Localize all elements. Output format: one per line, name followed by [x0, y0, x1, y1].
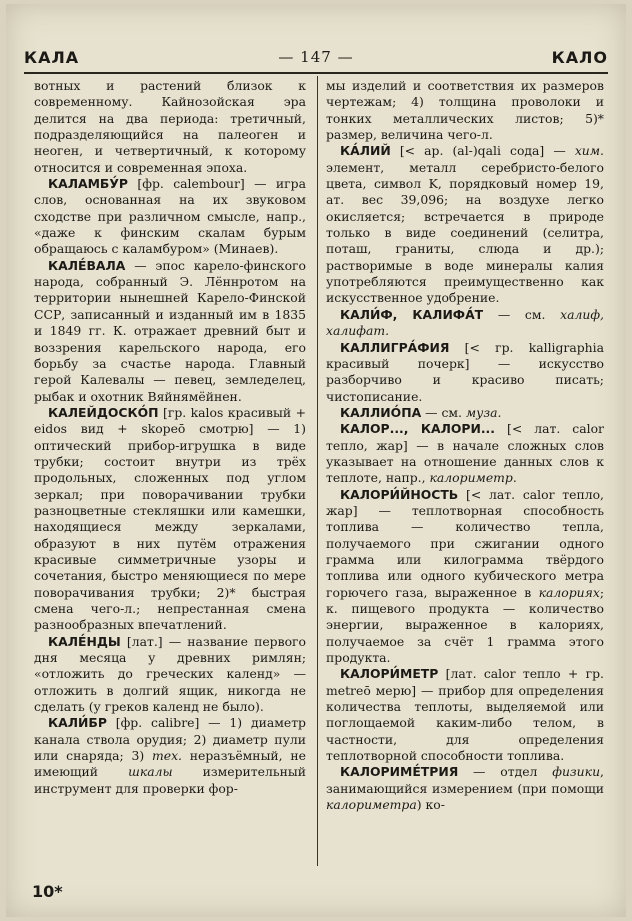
- headword: КАЛОР..., КАЛОРИ...: [340, 421, 495, 437]
- entry-kaloriynost: КАЛОРИ́ЙНОСТЬ [< лат. calor тепло, жар] — теплотворная способность топлива — количество тепла, получаемого при сжигании одного грамма или килограмма твёрдого топлива или одного кубического метра горючего газа, выраженное в калориях; к. пищевого продукта — количество энергии, выраженное в калориях, получаемое за счёт 1 грамма этого продукта.: [326, 486, 604, 666]
- entry-kalorimetriya: КАЛОРИМЕ́ТРИЯ — отдел физики, занимающийся измерением (при помощи калориметра) ко-: [326, 764, 604, 813]
- entry-kaleidoskop: КАЛЕЙДОСКО́П [гр. kalos красивый + eidos вид + skopeō смотрю] — 1) оптический прибор-игрушка в виде трубки; состоит внутри из трёх продольных, сложенных под углом зеркал; при поворачивании трубки разноцветные стекляшки или камешки, находящиеся между зеркалами, образуют в них путём отражения красивые симметричные узоры и сочетания, быстро меняющиеся по мере поворачивания трубки; 2)* быстрая смена чего-л.; непрестанная смена разнообразных впечатлений.: [34, 404, 306, 633]
- continued-entry: вотных и растений близок к современному. Кайнозойская эра делится на два периода: третичный, подразделяющийся на палеоген и неоген, и четвертичный, к которому относится и современная эпоха.: [34, 78, 306, 175]
- right-column: [326, 78, 604, 813]
- entry-kaliy: КА́ЛИЙ [< ар. (al-)qali сода] — хим. элемент, металл серебристо-белого цвета, символ K, порядковый номер 19, ат. вес 39,096; на воздухе легко окисляется; встречается в природе только в виде соединений (селитра, поташ, граниты, слюда и др.); растворимые в воде минералы калия употребляются преимущественно как искусственное удобрение.: [326, 143, 604, 306]
- entry-kalliopa: КАЛЛИО́ПА — см. муза.: [340, 404, 502, 420]
- headword: КАЛАМБУ́Р: [48, 176, 129, 192]
- cross-reference: калориях: [538, 584, 600, 600]
- entry-kalif: КАЛИ́Ф, КАЛИФА́Т — см. халиф, халифат.: [326, 306, 604, 339]
- headword: КАЛЛИГРА́ФИЯ: [340, 339, 450, 355]
- headword: КАЛЕЙДОСКО́П: [48, 404, 159, 420]
- left-column: [34, 78, 306, 797]
- dictionary-page: [6, 4, 626, 917]
- headword: КАЛЕ́НДЫ: [48, 633, 121, 649]
- headword: КАЛИ́Ф, КАЛИФА́Т: [340, 306, 484, 322]
- entry-kalambur: КАЛАМБУ́Р [фр. calembour] — игра слов, основанная на их звуковом сходстве при различном смысле, напр., «даже к финским скалам бурым обращаюсь с каламбуром» (Минаев).: [34, 176, 306, 257]
- running-header: [24, 48, 608, 70]
- headword: КАЛОРИ́МЕТР: [340, 666, 439, 682]
- cross-reference: калориметра: [326, 797, 417, 813]
- headword: КА́ЛИЙ: [340, 143, 391, 159]
- entry-kalendy: КАЛЕ́НДЫ [лат.] — название первого дня месяца у древних римлян; «отложить до греческих календ» — отложить в долгий ящик, никогда не сделать (у греков календ не было).: [34, 633, 306, 715]
- entry-kalibr: КАЛИ́БР [фр. calibre] — 1) диаметр канала ствола орудия; 2) диаметр пули или снаряда; 3) тех. неразъёмный, не имеющий шкалы измерительный инструмент для проверки фор-: [34, 715, 306, 796]
- headword: КАЛОРИ́ЙНОСТЬ: [340, 486, 459, 502]
- signature-mark: 10*: [32, 882, 63, 901]
- entry-kalor: КАЛОР..., КАЛОРИ... [< лат. calor тепло, жар] — в начале сложных слов указывает на отношение данных слов к теплоте, напр., калориметр.: [326, 421, 604, 486]
- cross-reference: халиф, халифат.: [326, 306, 604, 339]
- headword: КАЛЛИО́ПА: [340, 404, 422, 420]
- headword: КАЛИ́БР: [48, 715, 107, 731]
- cross-reference: физики: [552, 764, 601, 780]
- cross-reference: калориметр.: [429, 470, 517, 486]
- header-left-guide-word: КАЛА: [24, 48, 80, 67]
- entry-kalevala: КАЛЕ́ВАЛА — эпос карело-финского народа, собранный Э. Лённротом на территории нынешней Карело-Финской ССР, записанный и изданный им в 1835 и 1849 гг. К. отражает древний быт и воззрения карельского народа, его борьбу за счастье народа. Главный герой Калевалы — певец, земледелец, рыбак и охотник Вяйнямёйнен.: [34, 257, 306, 404]
- header-rule: [24, 72, 608, 74]
- page-number: — 147 —: [278, 48, 354, 66]
- headword: КАЛЕ́ВАЛА: [48, 257, 126, 273]
- column-divider: [317, 76, 318, 866]
- headword: КАЛОРИМЕ́ТРИЯ: [340, 764, 459, 780]
- entry-kalorimetr: КАЛОРИ́МЕТР [лат. calor тепло + гр. metreō мерю] — прибор для определения количества теплоты, выделяемой или поглощаемой каким-либо телом, в частности, для определения теплотворной способности топлива.: [326, 666, 604, 764]
- cross-reference: муза.: [465, 404, 502, 420]
- continued-entry: мы изделий и соответствия их размеров чертежам; 4) толщина проволоки и тонких металлических листов; 5)* размер, величина чего-л.: [326, 78, 604, 143]
- header-right-guide-word: КАЛО: [551, 48, 608, 67]
- entry-kalligrafiya: КАЛЛИГРА́ФИЯ [< гр. kalligraphia красивый почерк] — искусство разборчиво и красиво писать; чистописание.: [326, 339, 604, 404]
